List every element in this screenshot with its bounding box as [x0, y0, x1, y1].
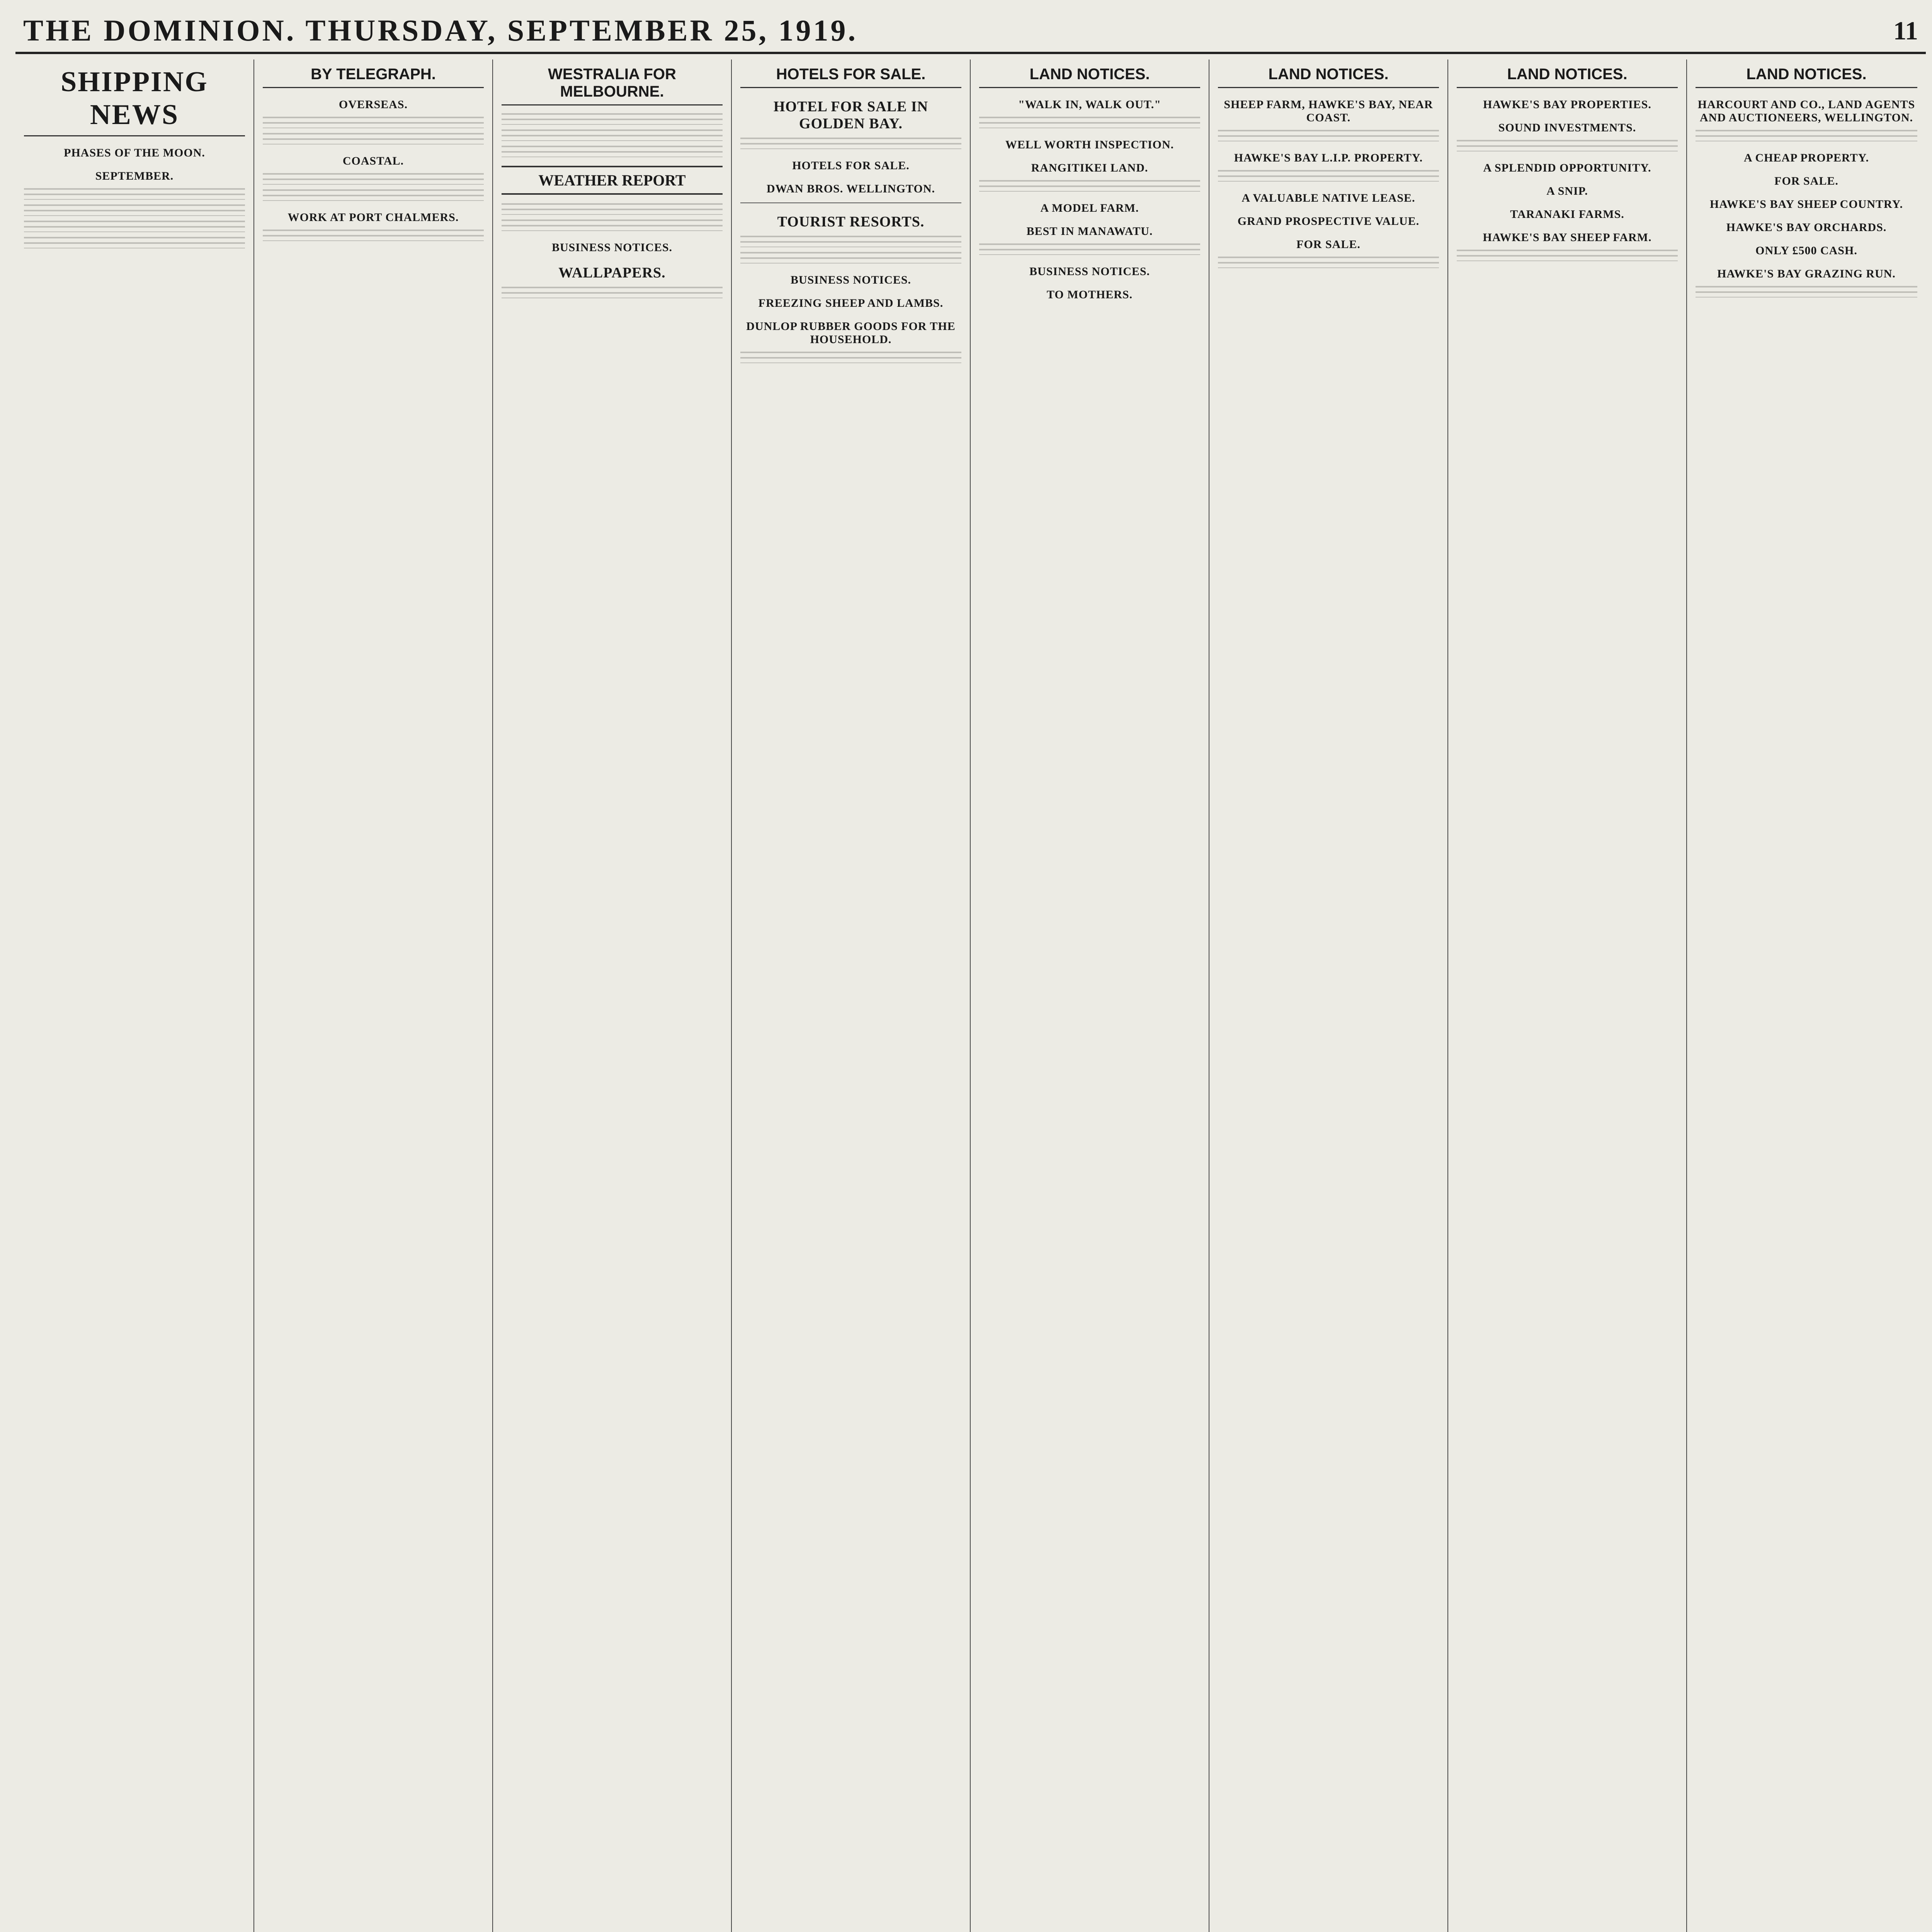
column-1 [15, 60, 254, 1932]
ad-heading: DWAN BROS. WELLINGTON. [767, 182, 935, 195]
ad-heading: FOR SALE. [1774, 175, 1838, 187]
column-heading: WESTRALIA FOR MELBOURNE. [502, 63, 723, 105]
section-heading: TOURIST RESORTS. [777, 214, 925, 230]
ad-heading: HAWKE'S BAY ORCHARDS. [1726, 221, 1887, 234]
ad-heading: ONLY £500 CASH. [1755, 244, 1857, 257]
ad-heading: A CHEAP PROPERTY. [1743, 151, 1869, 164]
column-heading: BY TELEGRAPH. [263, 63, 484, 88]
ad-heading: HARCOURT AND CO., LAND AGENTS AND AUCTIONEERS, WELLINGTON. [1697, 98, 1915, 124]
column-2 [254, 60, 493, 1932]
section-heading: WALLPAPERS. [558, 265, 666, 281]
ad-heading: HAWKE'S BAY SHEEP FARM. [1483, 231, 1652, 244]
publication-title: THE DOMINION. THURSDAY, SEPTEMBER 25, 1919. [23, 14, 858, 47]
ad-heading: FOR SALE. [1296, 238, 1361, 251]
ad-heading: FREEZING SHEEP AND LAMBS. [758, 297, 944, 310]
column-heading: LAND NOTICES. [1457, 63, 1678, 88]
ad-heading: BEST IN MANAWATU. [1026, 225, 1153, 238]
column-3 [493, 60, 732, 1932]
column-7 [1448, 60, 1687, 1932]
column-heading: LAND NOTICES. [979, 63, 1200, 88]
ad-heading: SOUND INVESTMENTS. [1498, 121, 1636, 134]
columns [15, 60, 1926, 1932]
section-heading: PHASES OF THE MOON. [64, 146, 205, 159]
ad-heading: HAWKE'S BAY PROPERTIES. [1483, 98, 1651, 111]
ad-heading: HAWKE'S BAY SHEEP COUNTRY. [1709, 198, 1903, 211]
section-heading: BUSINESS NOTICES. [551, 241, 673, 254]
section-heading: BUSINESS NOTICES. [1029, 265, 1150, 278]
ad-heading: HOTELS FOR SALE. [792, 159, 910, 172]
column-5 [971, 60, 1209, 1932]
weather-report-heading: WEATHER REPORT [502, 166, 723, 195]
ad-heading: A SPLENDID OPPORTUNITY. [1483, 162, 1651, 174]
section-heading: OVERSEAS. [338, 98, 408, 111]
ad-heading: GRAND PROSPECTIVE VALUE. [1237, 215, 1420, 228]
section-heading: SEPTEMBER. [95, 170, 174, 182]
column-heading: LAND NOTICES. [1218, 63, 1439, 88]
column-heading: HOTELS FOR SALE. [740, 63, 961, 88]
ad-heading: RANGITIKEI LAND. [1031, 162, 1148, 174]
column-heading: SHIPPING NEWS [24, 63, 245, 136]
ad-heading: DUNLOP RUBBER GOODS FOR THE HOUSEHOLD. [746, 320, 956, 346]
ad-heading: HOTEL FOR SALE IN GOLDEN BAY. [773, 99, 929, 132]
ad-heading: "WALK IN, WALK OUT." [1018, 98, 1161, 111]
column-8 [1687, 60, 1926, 1932]
ad-heading: TARANAKI FARMS. [1510, 208, 1624, 221]
ad-heading: HAWKE'S BAY L.I.P. PROPERTY. [1234, 151, 1423, 164]
ad-heading: SHEEP FARM, HAWKE'S BAY, NEAR COAST. [1224, 98, 1433, 124]
column-6 [1209, 60, 1448, 1932]
masthead [15, 9, 1926, 54]
section-heading: WORK AT PORT CHALMERS. [287, 211, 459, 224]
ad-heading: HAWKE'S BAY GRAZING RUN. [1717, 267, 1896, 280]
page-number: 11 [1893, 15, 1918, 45]
ad-heading: A MODEL FARM. [1040, 202, 1139, 214]
column-4 [732, 60, 971, 1932]
ad-heading: A VALUABLE NATIVE LEASE. [1242, 192, 1415, 204]
column-heading: LAND NOTICES. [1696, 63, 1917, 88]
ad-heading: A SNIP. [1546, 185, 1588, 197]
ad-heading: WELL WORTH INSPECTION. [1005, 138, 1174, 151]
ad-heading: TO MOTHERS. [1046, 288, 1133, 301]
section-heading: COASTAL. [342, 155, 404, 167]
section-heading: BUSINESS NOTICES. [790, 274, 912, 286]
